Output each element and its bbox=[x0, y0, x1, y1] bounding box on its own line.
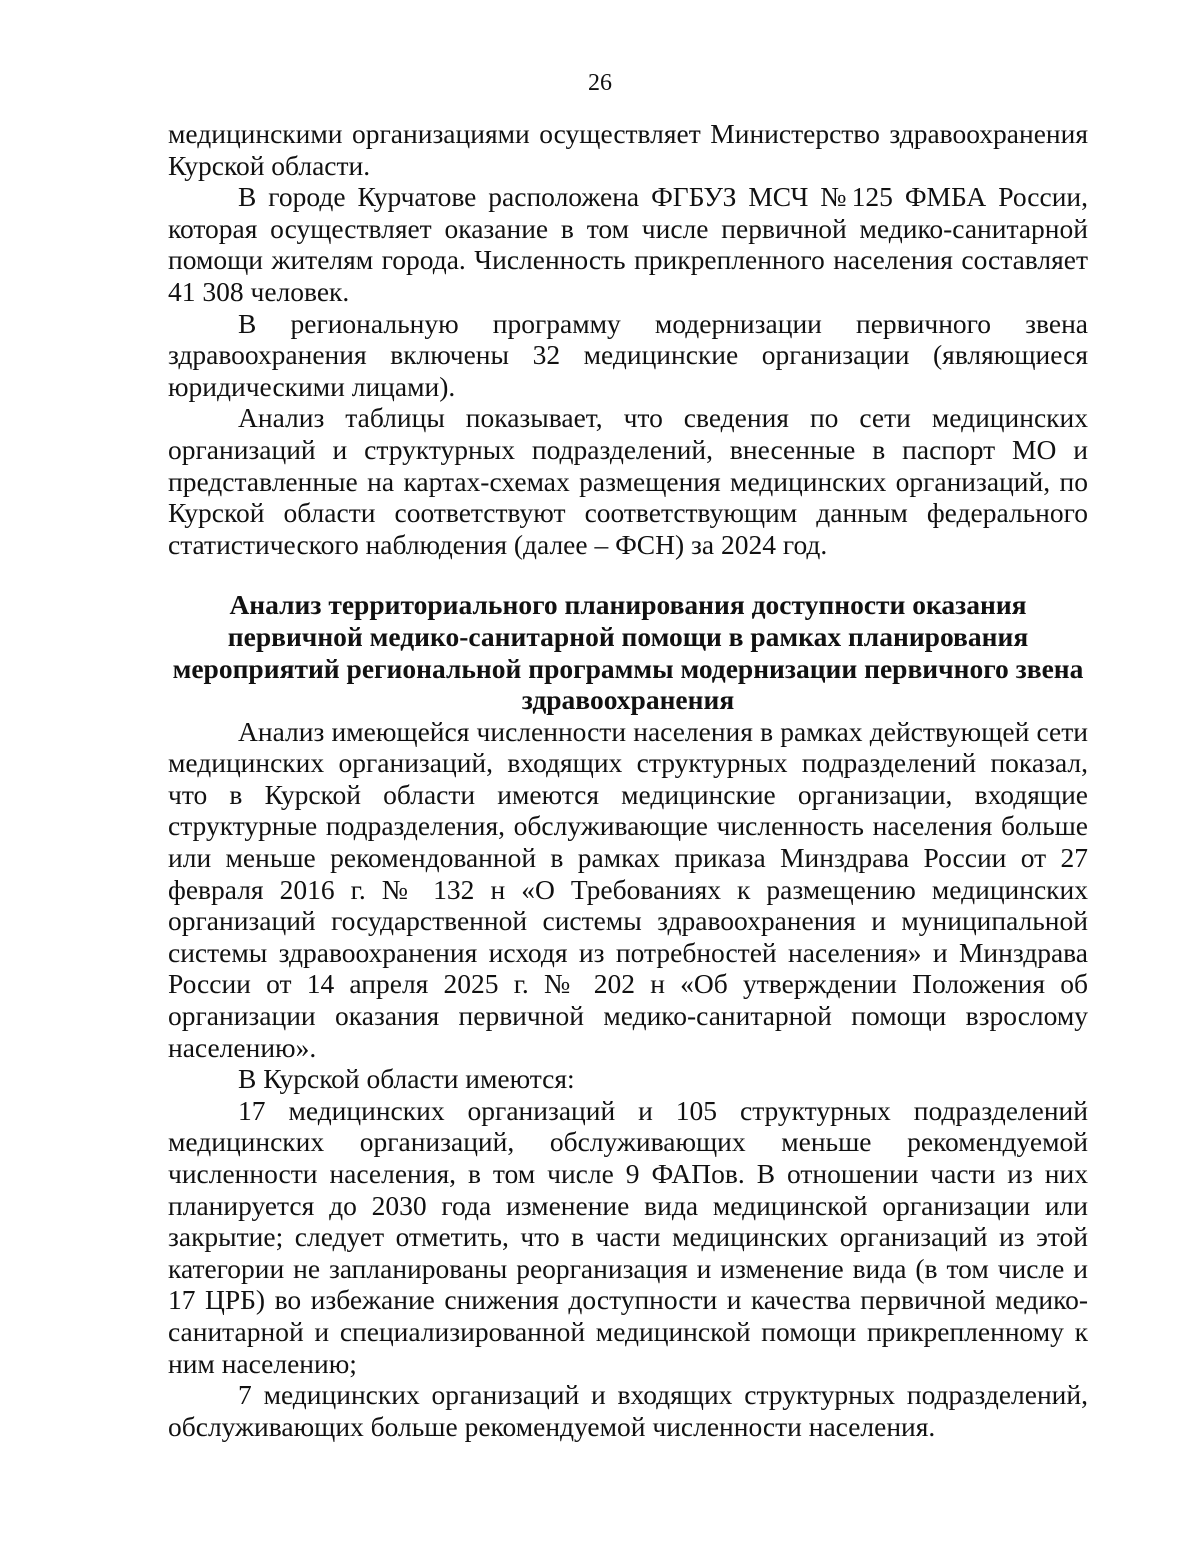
paragraph-above-recommended: 7 медицинских организаций и входящих структурных подразделений, обслуживающих больше рекомендуемой численности населения. bbox=[168, 1379, 1088, 1442]
section-heading-line: мероприятий региональной программы модернизации первичного звена bbox=[172, 652, 1084, 684]
document-body bbox=[168, 118, 1088, 1442]
paragraph-below-recommended: 17 медицинских организаций и 105 структурных подразделений медицинских организаций, обслуживающих меньше рекомендуемой численности населения, в том числе 9 ФАПов. В отношении части из них планируется до 2030 года изменение вида медицинской организации или закрытие; следует отметить, что в части медицинских организаций из этой категории не запланированы реорганизация и изменение вида (в том числе и 17 ЦРБ) во избежание снижения доступности и качества первичной медико-санитарной и специализированной медицинской помощи прикрепленному к ним населению; bbox=[168, 1094, 1088, 1379]
section-heading bbox=[168, 589, 1088, 715]
page-number: 26 bbox=[588, 70, 612, 96]
section-heading-line: здравоохранения bbox=[521, 684, 735, 716]
paragraph-ministry: медицинскими организациями осуществляет Министерство здравоохранения Курской области. bbox=[168, 118, 1088, 181]
paragraph-kurchatov: В городе Курчатове расположена ФГБУЗ МСЧ №125 ФМБА России, которая осуществляет оказание в том числе первичной медико-санитарной помощи жителям города. Численность прикрепленного населения составляет 41 308 человек. bbox=[168, 181, 1088, 307]
section-heading-line: Анализ территориального планирования доступности оказания bbox=[229, 589, 1027, 621]
paragraph-population-analysis: Анализ имеющейся численности населения в рамках действующей сети медицинских организаций, входящих структурных подразделений показал, что в Курской области имеются медицинские организации, входящие структурные подразделения, обслуживающие численность населения больше или меньше рекомендованной в рамках приказа Минздрава России от 27 февраля 2016 г. № 132 н «О Требованиях к размещению медицинских организаций государственной системы здравоохранения и муниципальной системы здравоохранения исходя из потребностей населения» и Минздрава России от 14 апреля 2025 г. № 202 н «Об утверждении Положения об организации оказания первичной медико-санитарной помощи взрослому населению». bbox=[168, 715, 1088, 1063]
paragraph-kursk-region-intro: В Курской области имеются: bbox=[238, 1063, 575, 1095]
section-heading-line: первичной медико-санитарной помощи в рамках планирования bbox=[227, 620, 1029, 652]
paragraph-table-analysis: Анализ таблицы показывает, что сведения по сети медицинских организаций и структурных подразделений, внесенные в паспорт МО и представленные на картах-схемах размещения медицинских организаций, по Курской области соответствуют соответствующим данным федерального статистического наблюдения (далее – ФСН) за 2024 год. bbox=[168, 402, 1088, 560]
paragraph-regional-program: В региональную программу модернизации первичного звена здравоохранения включены 32 медицинские организации (являющиеся юридическими лицами). bbox=[168, 307, 1088, 402]
